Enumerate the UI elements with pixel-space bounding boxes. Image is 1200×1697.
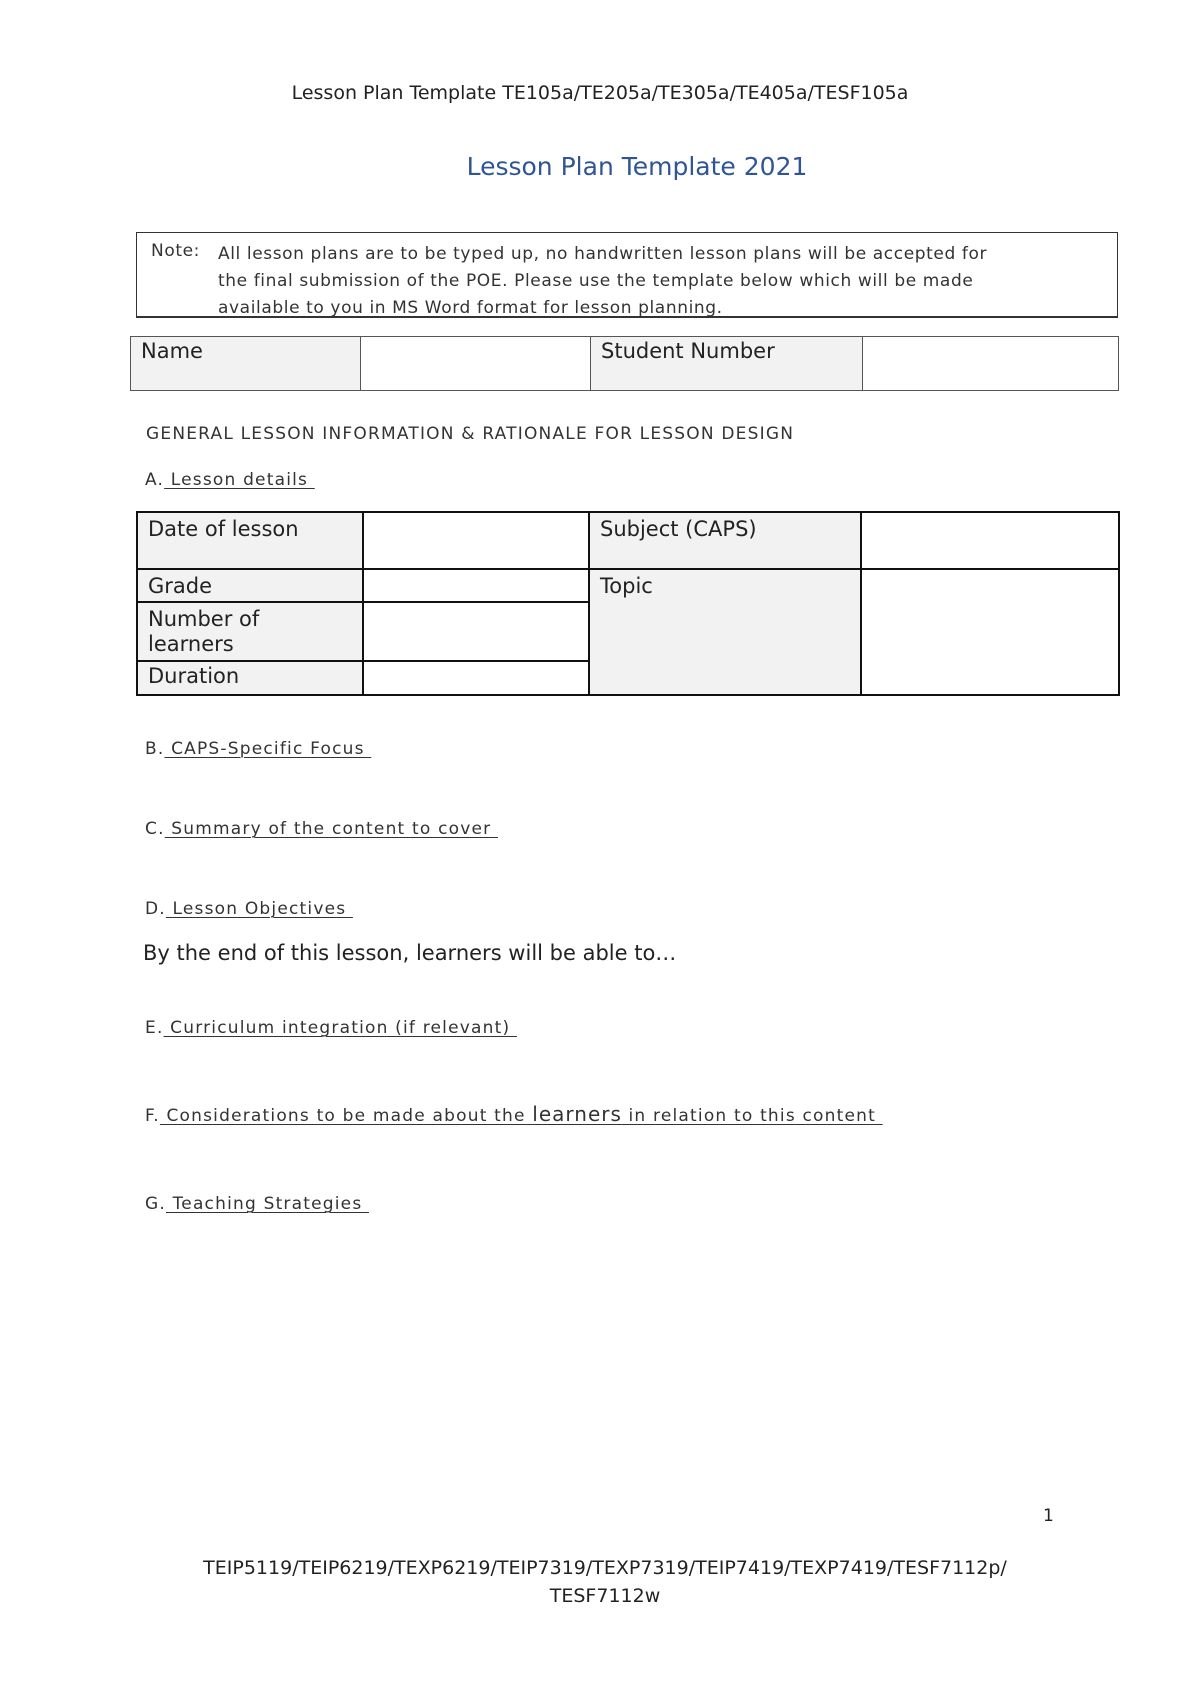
student-number-label: Student Number (601, 339, 775, 363)
lesson-details-table (136, 511, 1120, 696)
section-c-title: Summary of the content to cover (164, 819, 498, 839)
duration-label: Duration (148, 664, 240, 688)
date-field[interactable] (363, 512, 589, 569)
section-f-heading (145, 1102, 883, 1126)
section-f-letter: F. (145, 1106, 160, 1126)
section-d-letter: D. (145, 899, 166, 919)
grade-label-cell (137, 569, 363, 602)
footer-line-1: TEIP5119/TEIP6219/TEXP6219/TEIP7319/TEXP7319/TEIP7419/TEXP7419/TESF7112p/ (203, 1557, 1007, 1579)
section-g-letter: G. (145, 1194, 166, 1214)
page-header: Lesson Plan Template TE105a/TE205a/TE305a/TE405a/TESF105a (291, 82, 909, 104)
note-text (218, 241, 1098, 322)
section-c-letter: C. (145, 819, 165, 839)
general-info-heading: GENERAL LESSON INFORMATION & RATIONALE FOR LESSON DESIGN (146, 424, 795, 444)
subject-label: Subject (CAPS) (600, 517, 757, 541)
section-f-title: Considerations to be made about the learners in relation to this content (159, 1102, 883, 1126)
section-a-letter: A. (145, 470, 165, 490)
section-a-title: Lesson details (164, 470, 315, 490)
footer-line-2: TESF7112w (549, 1585, 661, 1607)
section-e-letter: E. (145, 1018, 164, 1038)
section-g-heading (145, 1194, 369, 1214)
topic-label-cell (589, 569, 861, 695)
learners-label: Number of learners (148, 607, 260, 656)
subject-label-cell (589, 512, 861, 569)
topic-field[interactable] (861, 569, 1119, 695)
date-label: Date of lesson (148, 517, 299, 541)
name-field[interactable] (361, 337, 591, 391)
subject-field[interactable] (861, 512, 1119, 569)
student-number-field[interactable] (863, 337, 1119, 391)
grade-label: Grade (148, 574, 213, 598)
learners-label-cell (137, 602, 363, 661)
grade-field[interactable] (363, 569, 589, 602)
note-line-1: All lesson plans are to be typed up, no handwritten lesson plans will be accepted for (218, 244, 988, 264)
date-label-cell (137, 512, 363, 569)
section-e-title: Curriculum integration (if relevant) (163, 1018, 517, 1038)
topic-label: Topic (600, 574, 653, 598)
section-e-heading (145, 1018, 517, 1038)
duration-field[interactable] (363, 661, 589, 695)
section-b-title: CAPS-Specific Focus (164, 739, 372, 759)
student-number-label-cell (591, 337, 863, 391)
duration-label-cell (137, 661, 363, 695)
section-d-title: Lesson Objectives (165, 899, 353, 919)
section-a-heading (145, 470, 315, 490)
section-d-heading (145, 899, 353, 919)
section-b-heading (145, 739, 371, 759)
name-label: Name (141, 339, 203, 363)
page-footer (160, 1554, 1050, 1610)
section-c-heading (145, 819, 498, 839)
page-number: 1 (1043, 1506, 1054, 1526)
objectives-text: By the end of this lesson, learners will be able to… (143, 941, 677, 965)
identity-table (130, 336, 1119, 391)
learners-field[interactable] (363, 602, 589, 661)
document-title: Lesson Plan Template 2021 (466, 152, 808, 181)
section-g-title: Teaching Strategies (165, 1194, 369, 1214)
section-b-letter: B. (145, 739, 165, 759)
note-label: Note: (151, 241, 200, 261)
note-line-3: available to you in MS Word format for lesson planning. (218, 298, 723, 318)
name-label-cell (131, 337, 361, 391)
note-box (136, 232, 1118, 318)
note-line-2: the final submission of the POE. Please use the template below which will be made (218, 271, 974, 291)
